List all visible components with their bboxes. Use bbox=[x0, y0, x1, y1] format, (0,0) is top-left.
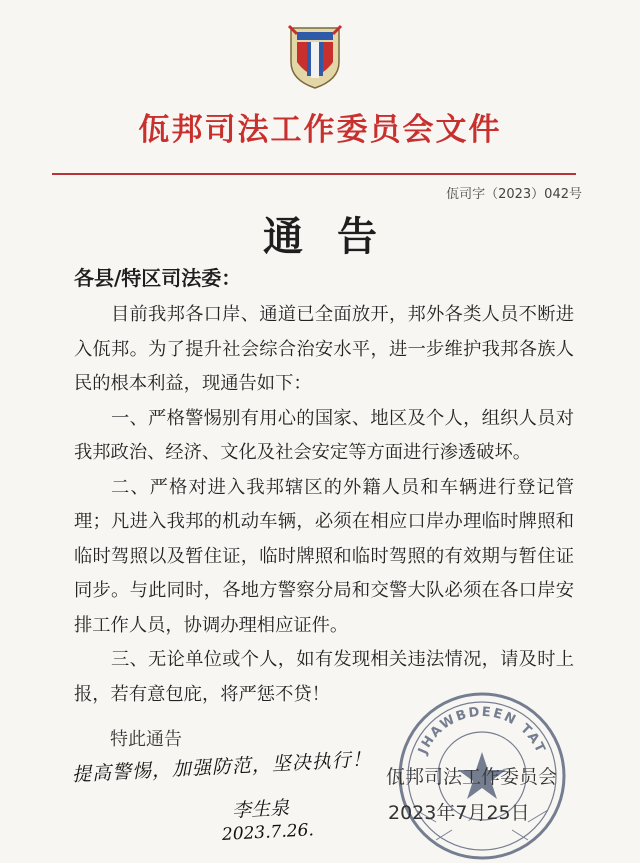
notice-title: 通告 bbox=[263, 214, 411, 260]
seal-text: JHAWBDEEN TAT bbox=[415, 704, 549, 757]
handwritten-note: 提高警惕，加强防范，坚决执行！ bbox=[71, 748, 373, 786]
paragraph-item-3: 三、无论单位或个人，如有发现相关违法情况，请及时上报，若有意包庇，将严惩不贷！ bbox=[74, 649, 574, 705]
paragraph-item-1: 一、严格警惕别有用心的国家、地区及个人，组织人员对我邦政治、经济、文化及社会安定等方面进行渗透破坏。 bbox=[74, 407, 574, 463]
salutation: 各县/特区司法委： bbox=[74, 266, 242, 290]
org-header-title: 佤邦司法工作委员会文件 bbox=[138, 112, 502, 148]
closing-phrase: 特此通告 bbox=[110, 729, 182, 750]
header-divider bbox=[52, 173, 576, 175]
signature-org: 佤邦司法工作委员会 bbox=[386, 766, 558, 788]
wa-state-emblem-icon bbox=[287, 22, 343, 90]
document-number: 佤司字（2023）042号 bbox=[446, 187, 582, 202]
signature-date: 2023年7月25日 bbox=[388, 802, 530, 824]
svg-text:JHAWBDEEN TAT bbox=[415, 705, 548, 758]
notice-body bbox=[74, 298, 574, 712]
paragraph-item-2: 二、严格对进入我邦辖区的外籍人员和车辆进行登记管理；凡进入我邦的机动车辆，必须在相应口岸办理临时牌照和临时驾照以及暂住证，临时牌照和临时驾照的有效期与暂住证同步。与此同时，各地方警察分局和交警大队必须在各口岸安排工作人员，协调办理相应证件。 bbox=[74, 476, 574, 636]
paragraph-intro: 目前我邦各口岸、通道已全面放开，邦外各类人员不断进入佤邦。为了提升社会综合治安水平，进一步维护我邦各族人民的根本利益，现通告如下： bbox=[74, 304, 574, 394]
handwritten-signature: 李生泉 bbox=[231, 797, 290, 822]
handwritten-date: 2023.7.26. bbox=[221, 820, 315, 845]
